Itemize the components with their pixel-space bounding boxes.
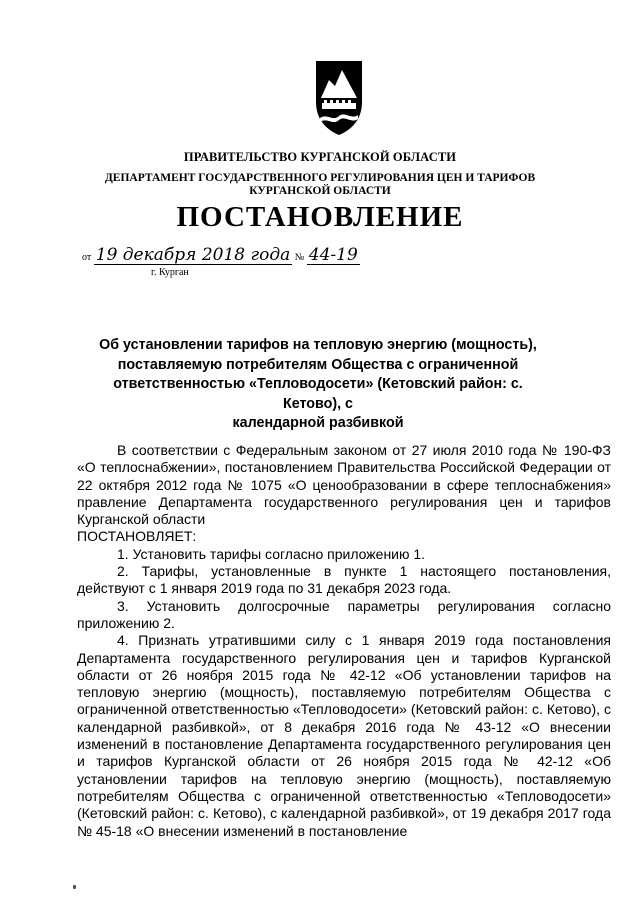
city: г. Курган xyxy=(151,267,189,278)
scan-speck xyxy=(73,885,76,889)
document-title xyxy=(90,336,546,434)
item-paragraph: 4. Признать утратившими силу с 1 января 2019 года постановления Департамента государственного регулирования цен и тарифов Курганской области от 26 ноября 2015 года № 42-12 «Об установлении тарифов на тепловую энергию (мощность), поставляемую потребителям Общества с ограниченной ответственностью «Тепловодосети» (Кетовский район: с. Кетово), с календарной разбивкой», от 8 декабря 2016 года № 43-12 «О внесении изменений в постановление Департамента государственного регулирования цен и тарифов Курганской области от 26 ноября 2015 года № 42-12 «Об установлении тарифов на тепловую энергию (мощность), поставляемую потребителям Общества с ограниченной ответственностью «Тепловодосети» (Кетовский район: с. Кетово), с календарной разбивкой», от 19 декабря 2017 года № 45-18 «О внесении изменений в постановление xyxy=(77,632,611,839)
department-name xyxy=(0,172,640,198)
item-paragraph: 1. Установить тарифы согласно приложению 1. xyxy=(117,545,426,562)
document-body xyxy=(77,442,611,840)
date-handwritten: 19 декабря 2018 года xyxy=(95,245,291,265)
number-handwritten: 44-19 xyxy=(308,245,358,265)
date-from-label: от xyxy=(82,252,92,263)
document-type: ПОСТАНОВЛЕНИЕ xyxy=(176,201,464,233)
title-line: поставляемую потребителям Общества с ограниченной xyxy=(117,356,519,373)
department-line: КУРГАНСКОЙ ОБЛАСТИ xyxy=(249,185,391,197)
decree-word: ПОСТАНОВЛЯЕТ: xyxy=(77,528,197,545)
title-line: календарной разбивкой xyxy=(232,415,404,431)
title-line: ответственностью «Тепловодосети» (Кетовский район: с. Кетово), с xyxy=(113,376,523,412)
number-label: № xyxy=(294,252,305,263)
item-paragraph: 3. Установить долгосрочные параметры регулирования согласно приложению 2. xyxy=(77,597,611,631)
item-paragraph: 2. Тарифы, установленные в пункте 1 настоящего постановления, действуют с 1 января 2019 года по 31 декабря 2023 года. xyxy=(77,563,611,597)
government-name: ПРАВИТЕЛЬСТВО КУРГАНСКОЙ ОБЛАСТИ xyxy=(183,150,457,164)
department-line: ДЕПАРТАМЕНТ ГОСУДАРСТВЕННОГО РЕГУЛИРОВАНИЯ ЦЕН И ТАРИФОВ xyxy=(104,172,536,184)
dateline xyxy=(82,246,360,265)
title-line: Об установлении тарифов на тепловую энергию (мощность), xyxy=(99,337,537,353)
preamble-paragraph: В соответствии с Федеральным законом от 27 июля 2010 года № 190-ФЗ «О теплоснабжении», постановлением Правительства Российской Федерации от 22 октября 2012 года № 1075 «О ценообразовании в сфере теплоснабжения» правление Департамента государственного регулирования цен и тарифов Курганской области xyxy=(77,442,611,528)
coat-of-arms-icon xyxy=(313,58,365,138)
